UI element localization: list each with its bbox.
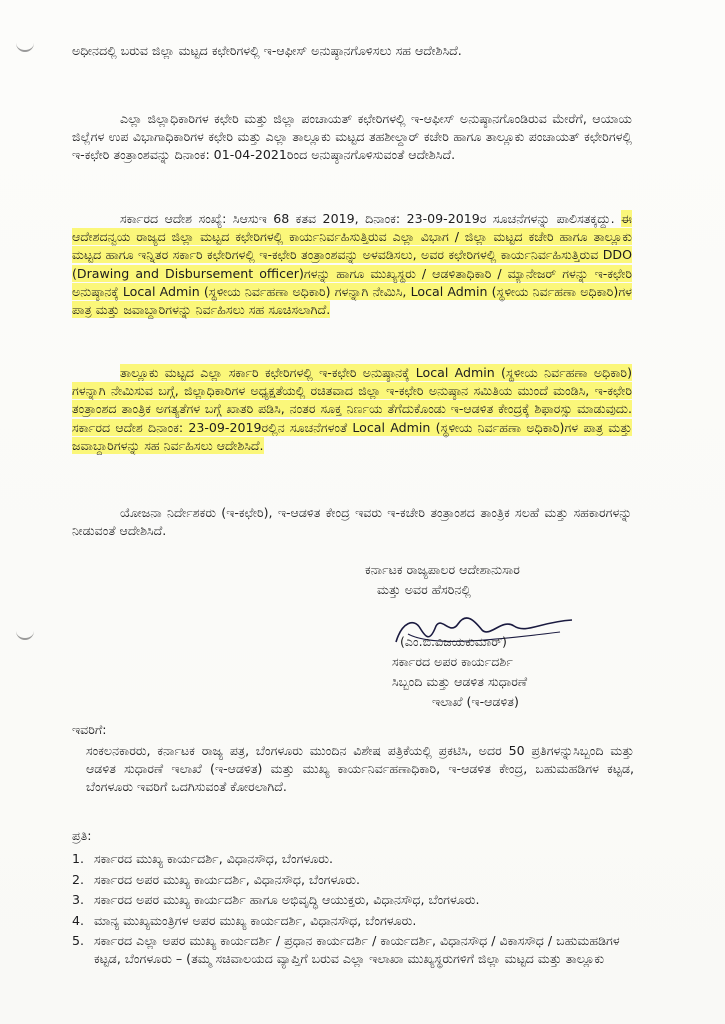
- list-item: [72, 850, 642, 868]
- list-item: [72, 932, 642, 967]
- punch-hole-mark: [16, 628, 34, 640]
- signatory-details: [392, 632, 652, 712]
- list-item: [72, 912, 642, 930]
- paragraph-plain-text: ಸರ್ಕಾರದ ಆದೇಶ ಸಂಖ್ಯೆ: ಸಿಆಸುಇ 68 ಕತವ 2019, ದಿನಾಂಕ: 23-09-2019ರ ಸೂಚನೆಗಳನ್ನು ಪಾಲಿಸತಕ್ಕದ್ದು.: [120, 211, 615, 226]
- copy-label: ಪ್ರತಿ:: [72, 828, 92, 843]
- governor-name-line: ಮತ್ತು ಅವರ ಹೆಸರಿನಲ್ಲಿ: [377, 582, 471, 597]
- to-recipient-text: ಸಂಕಲನಕಾರರು, ಕರ್ನಾಟಕ ರಾಜ್ಯ ಪತ್ರ, ಬೆಂಗಳೂರು ಮುಂದಿನ ವಿಶೇಷ ಪತ್ರಿಕೆಯಲ್ಲಿ ಪ್ರಕಟಿಸಿ, ಅದರ 50 ಪ್ರತಿಗಳನ್ನುಸಿಬ್ಬಂದಿ ಮತ್ತು ಆಡಳಿತ ಸುಧಾರಣೆ ಇಲಾಖೆ (ಇ-ಆಡಳಿತ) ಮತ್ತು ಮುಖ್ಯ ಕಾರ್ಯನಿರ್ವಹಣಾಧಿಕಾರಿ, ಇ-ಆಡಳಿತ ಕೇಂದ್ರ, ಬಹುಮಹಡಿಗಳ ಕಟ್ಟಡ, ಬೆಂಗಳೂರು ಇವರಿಗೆ ಒದಗಿಸುವಂತೆ ಕೋರಲಾಗಿದೆ.: [86, 743, 634, 795]
- list-item: [72, 871, 642, 889]
- list-number: 2.: [72, 871, 85, 887]
- signatory-name: (ಎಂ.ಬಿ.ವಿಜಯಕುಮಾರ್): [400, 634, 507, 649]
- list-text: ಸರ್ಕಾರದ ಎಲ್ಲಾ ಅಪರ ಮುಖ್ಯ ಕಾರ್ಯದರ್ಶಿ / ಪ್ರಧಾನ ಕಾರ್ಯದರ್ಶಿ / ಕಾರ್ಯದರ್ಶಿ, ವಿಧಾನಸೌಧ / ವಿಕಾಸಸೌಧ / ಬಹುಮಹಡಿಗಳ ಕಟ್ಟಡ, ಬೆಂಗಳೂರು – (ತಮ್ಮ ಸಚಿವಾಲಯದ ವ್ಯಾಪ್ತಿಗೆ ಬರುವ ಎಲ್ಲಾ ಇಲಾಖಾ ಮುಖ್ಯಸ್ಥರುಗಳಿಗೆ ಜಿಲ್ಲಾ ಮಟ್ಟದ ಮತ್ತು ತಾಲ್ಲೂಕು: [94, 933, 620, 966]
- paragraph-project-director: ಯೋಜನಾ ನಿರ್ದೇಶಕರು (ಇ-ಕಛೇರಿ), ಇ-ಆಡಳಿತ ಕೇಂದ್ರ ಇವರು ಇ-ಕಚೇರಿ ತಂತ್ರಾಂಶದ ತಾಂತ್ರಿಕ ಸಲಹೆ ಮತ್ತು ಸಹಕಾರಗಳನ್ನು ನೀಡುವಂತೆ ಆದೇಶಿಸಿದೆ.: [72, 505, 632, 539]
- governor-order-line: ಕರ್ನಾಟಕ ರಾಜ್ಯಪಾಲರ ಆದೇಶಾನುಸಾರ: [365, 562, 520, 577]
- list-text: ಸರ್ಕಾರದ ಅಪರ ಮುಖ್ಯ ಕಾರ್ಯದರ್ಶಿ, ವಿಧಾನಸೌಧ, ಬೆಂಗಳೂರು.: [94, 871, 361, 887]
- list-number: 5.: [72, 933, 85, 948]
- signature-block-heading: [365, 560, 625, 600]
- paragraph-local-admin: [72, 364, 632, 455]
- list-number: 4.: [72, 912, 85, 928]
- list-text: ಸರ್ಕಾರದ ಅಪರ ಮುಖ್ಯ ಕಾರ್ಯದರ್ಶಿ ಹಾಗೂ ಅಭಿವೃದ್ಧಿ ಆಯುಕ್ತರು, ವಿಧಾನಸೌಧ, ಬೆಂಗಳೂರು.: [94, 892, 480, 907]
- highlighted-text: ತಾಲ್ಲೂಕು ಮಟ್ಟದ ಎಲ್ಲಾ ಸರ್ಕಾರಿ ಕಛೇರಿಗಳಲ್ಲಿ ಇ-ಕಛೇರಿ ಅನುಷ್ಠಾನಕ್ಕೆ Local Admin (ಸ್ಥಳೀಯ ನಿರ್ವಹಣಾ ಅಧಿಕಾರಿ) ಗಳನ್ನಾಗಿ ನೇಮಿಸುವ ಬಗ್ಗೆ, ಜಿಲ್ಲಾಧಿಕಾರಿಗಳ ಅಧ್ಯಕ್ಷತೆಯಲ್ಲಿ ರಚಿತವಾದ ಜಿಲ್ಲಾ ಇ-ಕಛೇರಿ ಅನುಷ್ಠಾನ ಸಮಿತಿಯ ಮುಂದೆ ಮಂಡಿಸಿ, ಇ-ಕಛೇರಿ ತಂತ್ರಾಂಶದ ತಾಂತ್ರಿಕ ಅಗತ್ಯತೆಗಳ ಬಗ್ಗೆ ಖಾತರಿ ಪಡಿಸಿ, ನಂತರ ಸೂಕ್ತ ನಿರ್ಣಯ ತೆಗೆದುಕೊಂಡು ಇ-ಆಡಳಿತ ಕೇಂದ್ರಕ್ಕೆ ಶಿಫಾರಸ್ಸು ಮಾಡುವುದು. ಸರ್ಕಾರದ ಆದೇಶ ದಿನಾಂಕ: 23-09-2019ರಲ್ಲಿನ ಸೂಚನೆಗಳಂತೆ Local Admin (ಸ್ಥಳೀಯ ನಿರ್ವಹಣಾ ಅಧಿಕಾರಿ)ಗಳ ಪಾತ್ರ ಮತ್ತು ಜವಾಬ್ದಾರಿಗಳನ್ನು ಸಹ ನಿರ್ವಹಿಸಲು ಆದೇಶಿಸಿದೆ.: [72, 365, 632, 453]
- list-text: ಸರ್ಕಾರದ ಮುಖ್ಯ ಕಾರ್ಯದರ್ಶಿ, ವಿಧಾನಸೌಧ, ಬೆಂಗಳೂರು.: [94, 851, 333, 866]
- paragraph-district-offices: ಎಲ್ಲಾ ಜಿಲ್ಲಾಧಿಕಾರಿಗಳ ಕಛೇರಿ ಮತ್ತು ಜಿಲ್ಲಾ ಪಂಚಾಯತ್ ಕಛೇರಿಗಳಲ್ಲಿ ಇ-ಆಫೀಸ್ ಅನುಷ್ಠಾನಗೊಂಡಿರುವ ಮೇರೆಗೆ, ಆಯಾಯ ಜಿಲ್ಲೆಗಳ ಉಪ ವಿಭಾಗಾಧಿಕಾರಿಗಳ ಕಛೇರಿ ಮತ್ತು ಎಲ್ಲಾ ತಾಲ್ಲೂಕು ಮಟ್ಟದ ತಹಶೀಲ್ದಾರ್ ಕಚೇರಿ ಹಾಗೂ ತಾಲ್ಲೂಕು ಪಂಚಾಯತ್ ಕಛೇರಿಗಳಲ್ಲಿ ಇ-ಕಛೇರಿ ತಂತ್ರಾಂಶವನ್ನು ದಿನಾಂಕ: 01-04-2021ರಿಂದ ಅನುಷ್ಠಾನಗೊಳಿಸುವಂತೆ ಆದೇಶಿಸಿದೆ.: [72, 111, 632, 163]
- list-item: [72, 891, 642, 909]
- department-line: ಸಿಬ್ಬಂದಿ ಮತ್ತು ಆಡಳಿತ ಸುಧಾರಣೆ: [392, 674, 528, 689]
- highlighted-text: ಈ ಆದೇಶದನ್ವಯ ರಾಜ್ಯದ ಜಿಲ್ಲಾ ಮಟ್ಟದ ಕಛೇರಿಗಳಲ್ಲಿ ಕಾರ್ಯನಿರ್ವಹಿಸುತ್ತಿರುವ ಎಲ್ಲಾ ವಿಭಾಗ / ಜಿಲ್ಲಾ ಮಟ್ಟದ ಕಚೇರಿ ಹಾಗೂ ತಾಲ್ಲೂಕು ಮಟ್ಟದ ಹಾಗೂ ಇನ್ನಿತರ ಸರ್ಕಾರಿ ಕಛೇರಿಗಳಲ್ಲಿ ಇ-ಕಛೇರಿ ತಂತ್ರಾಂಶವನ್ನು ಅಳವಡಿಸಲು, ಅವರ ಕಛೇರಿಗಳಲ್ಲಿ ಕಾರ್ಯನಿರ್ವಹಿಸುತ್ತಿರುವ DDO (Drawing and Disbursement officer)ಗಳನ್ನು ಹಾಗೂ ಮುಖ್ಯಸ್ಥರು / ಆಡಳಿತಾಧಿಕಾರಿ / ಮ್ಯಾನೇಜರ್ ಗಳನ್ನು ಇ-ಕಛೇರಿ ಅನುಷ್ಠಾನಕ್ಕೆ Local Admin (ಸ್ಥಳೀಯ ನಿರ್ವಹಣಾ ಅಧಿಕಾರಿ) ಗಳನ್ನಾಗಿ ನೇಮಿಸಿ, Local Admin (ಸ್ಥಳೀಯ ನಿರ್ವಹಣಾ ಅಧಿಕಾರಿ)ಗಳ ಪಾತ್ರ ಮತ್ತು ಜವಾಬ್ದಾರಿಗಳನ್ನು ನಿರ್ವಹಿಸಲು ಸಹ ಸೂಚಿಸಲಾಗಿದೆ.: [72, 211, 632, 318]
- department-line: ಇಲಾಖೆ (ಇ-ಆಡಳಿತ): [432, 694, 519, 709]
- list-number: 3.: [72, 892, 85, 907]
- list-number: 1.: [72, 851, 85, 866]
- punch-hole-mark: [16, 40, 34, 52]
- paragraph-government-order: [72, 210, 632, 319]
- paragraph-eoffice-order: ಅಧೀನದಲ್ಲಿ ಬರುವ ಜಿಲ್ಲಾ ಮಟ್ಟದ ಕಛೇರಿಗಳಲ್ಲಿ ಇ-ಆಫೀಸ್ ಅನುಷ್ಠಾನಗೊಳಿಸಲು ಸಹ ಆದೇಶಿಸಿದೆ.: [72, 43, 462, 58]
- designation-line: ಸರ್ಕಾರದ ಅಪರ ಕಾರ್ಯದರ್ಶಿ: [392, 654, 513, 669]
- copy-list: [72, 850, 642, 970]
- to-label: ಇವರಿಗೆ:: [72, 722, 107, 737]
- list-text: ಮಾನ್ಯ ಮುಖ್ಯಮಂತ್ರಿಗಳ ಅಪರ ಮುಖ್ಯ ಕಾರ್ಯದರ್ಶಿ, ವಿಧಾನಸೌಧ, ಬೆಂಗಳೂರು.: [94, 912, 417, 928]
